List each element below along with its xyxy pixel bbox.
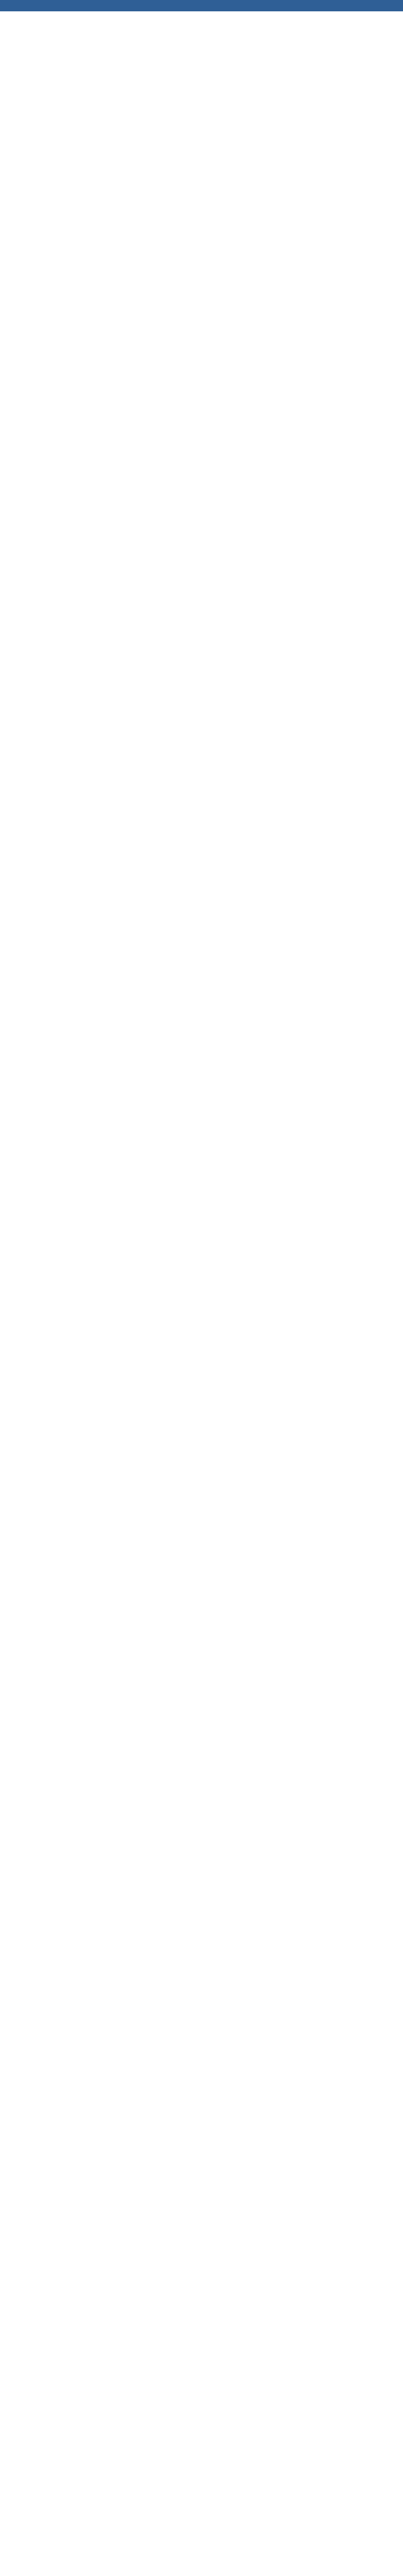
- product-table-sheet: [0, 0, 403, 11]
- table-header: [0, 0, 403, 11]
